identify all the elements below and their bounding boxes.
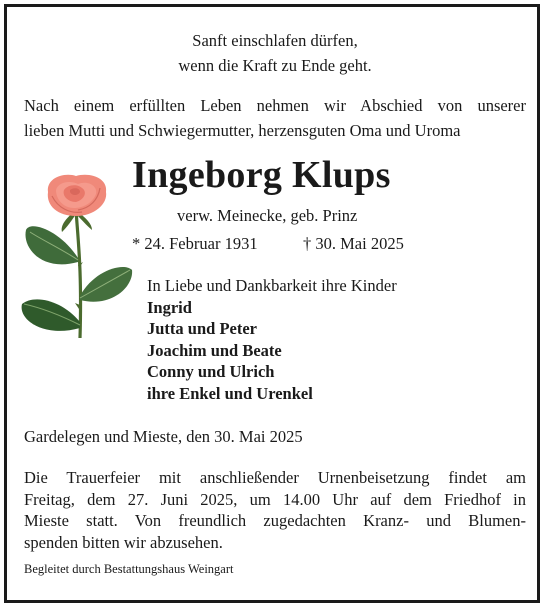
mourner-name: Joachim und Beate xyxy=(147,340,282,360)
mourners-list xyxy=(147,275,397,404)
funeral-info xyxy=(24,467,526,553)
mourners-lead: In Liebe und Dankbarkeit ihre Kinder xyxy=(147,276,397,295)
mourner-name: Conny und Ulrich xyxy=(147,362,275,381)
rose-image xyxy=(12,170,142,345)
funeral-line-4: spenden bitten wir abzusehen. xyxy=(24,532,223,552)
birth-date: * 24. Februar 1931 xyxy=(132,234,258,253)
funeral-line-2: Freitag, dem 27. Juni 2025, um 14.00 Uhr auf dem Friedhof in xyxy=(24,489,526,509)
intro-line-2: lieben Mutti und Schwiegermutter, herzensguten Oma und Uroma xyxy=(24,121,461,140)
mourner-name: Ingrid xyxy=(147,297,192,317)
death-date: † 30. Mai 2025 xyxy=(303,234,404,253)
funeral-line-3: Mieste statt. Von freundlich zugedachten Kranz- und Blumen- xyxy=(24,511,526,530)
verse-line-2: wenn die Kraft zu Ende geht. xyxy=(178,56,372,75)
verse-line-1: Sanft einschlafen dürfen, xyxy=(192,31,358,50)
undertaker-credit: Begleitet durch Bestattungshaus Weingart xyxy=(24,562,234,576)
mourner-name: ihre Enkel und Urenkel xyxy=(147,383,313,403)
intro-text xyxy=(24,93,526,143)
maiden-name: verw. Meinecke, geb. Prinz xyxy=(177,206,358,225)
funeral-line-1: Die Trauerfeier mit anschließender Urnenbeisetzung findet am xyxy=(24,468,526,487)
place-and-date: Gardelegen und Mieste, den 30. Mai 2025 xyxy=(24,427,303,446)
intro-line-1: Nach einem erfüllten Leben nehmen wir Abschied von unserer xyxy=(24,96,526,115)
verse xyxy=(0,28,550,78)
deceased-name: Ingeborg Klups xyxy=(132,154,391,196)
mourner-name: Jutta und Peter xyxy=(147,319,257,338)
